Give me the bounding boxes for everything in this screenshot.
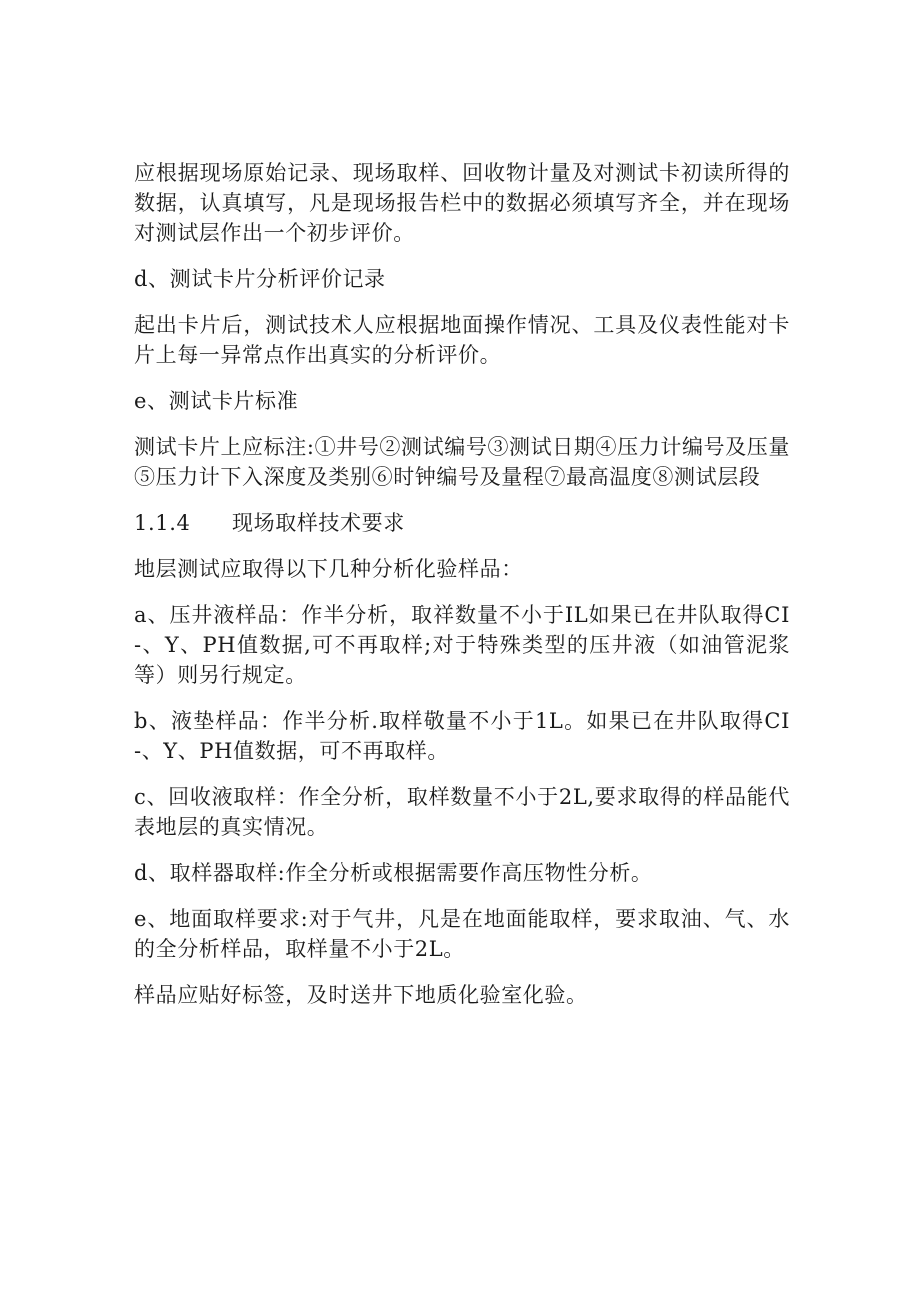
paragraph-sample-a: a、压井液样品：作半分析，取祥数量不小于IL如果已在井队取得CI-、Y、PH值数据,可不再取样;对于特殊类型的压井液（如油管泥浆等）则另行规定。 [134, 603, 790, 687]
section-number: 1.1.4 [134, 511, 191, 535]
paragraph-sample-b: b、液垫样品：作半分析.取样敬量不小于1L。如果已在井队取得CI-、Y、PH值数据，可不再取样。 [134, 709, 790, 763]
item-e-heading: e、测试卡片标准 [134, 389, 299, 413]
paragraph-card-labels: 测试卡片上应标注:①井号②测试编号③测试日期④压力计编号及压量⑤压力计下入深度及类别⑥时钟编号及量程⑦最高温度⑧测试层段 [134, 435, 790, 489]
document-body [134, 158, 790, 1026]
paragraph-sample-label: 样品应贴好标签，及时送井下地质化验室化验。 [134, 983, 588, 1007]
paragraph-field-report: 应根据现场原始记录、现场取样、回收物计量及对测试卡初读所得的数据，认真填写，凡是现场报告栏中的数据必须填写齐全，并在现场对测试层作出一个初步评价。 [134, 161, 790, 245]
section-heading [134, 508, 790, 538]
paragraph-sample-e: e、地面取样要求:对于气井，凡是在地面能取样，要求取油、气、水的全分析样品，取样量不小于2L。 [134, 907, 790, 961]
paragraph-sample-c: c、回收液取样：作全分析，取样数量不小于2L,要求取得的样品能代表地层的真实情况。 [134, 785, 790, 839]
paragraph-card-analysis: 起出卡片后，测试技术人应根据地面操作情况、工具及仪表性能对卡片上每一异常点作出真实的分析评价。 [134, 313, 790, 367]
paragraph-sample-d: d、取样器取样:作全分析或根据需要作高压物性分析。 [134, 861, 653, 885]
item-d-heading: d、测试卡片分析评价记录 [134, 267, 386, 291]
paragraph-sample-intro: 地层测试应取得以下几种分析化验样品： [134, 557, 523, 581]
section-title: 现场取样技术要求 [232, 511, 405, 535]
